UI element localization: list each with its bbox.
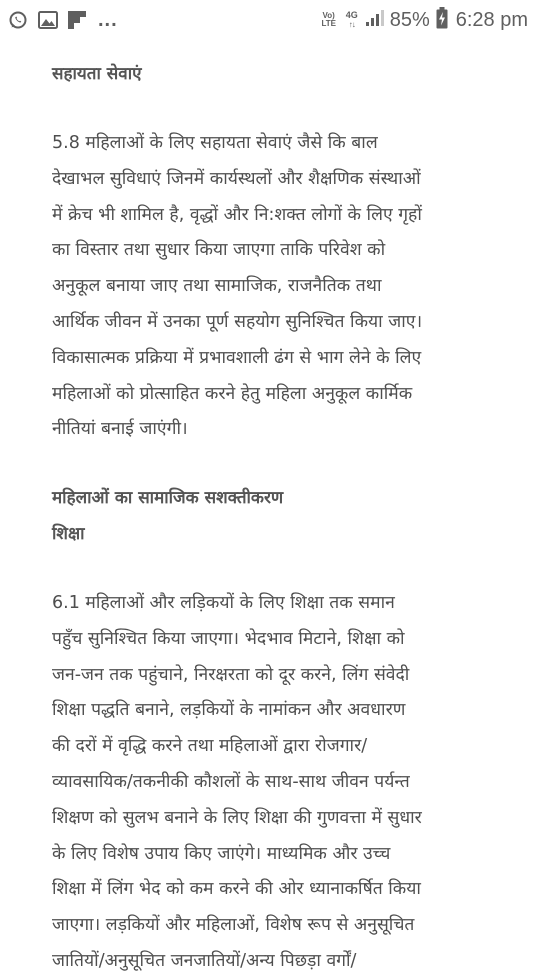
paragraph-line: जातियों/अनुसूचित जनजातियों/अन्य पिछड़ा वर्गों/ [52, 950, 357, 971]
paragraph-line: में क्रेच भी शामिल है, वृद्धों और नि:शक्त लोगों के लिए गृहों [52, 204, 422, 225]
battery-percent: 85% [389, 9, 430, 31]
paragraph-5-8 [52, 126, 492, 448]
battery-charging-icon [436, 7, 448, 34]
more-notifications-indicator: ... [98, 9, 118, 31]
paragraph-line: पहुँच सुनिश्चित किया जाएगा। भेदभाव मिटाने, शिक्षा को [52, 628, 405, 649]
paragraph-line: जाएगा। लड़कियों और महिलाओं, विशेष रूप से अनुसूचित [52, 915, 415, 936]
status-bar [0, 0, 540, 40]
volte-indicator: Vo) LTE [321, 11, 336, 28]
signal-strength-icon [366, 10, 384, 31]
whatsapp-icon [8, 10, 28, 30]
network-type-indicator: 4G ↑↓ [345, 10, 358, 29]
paragraph-line: नीतियां बनाई जाएंगी। [52, 419, 188, 440]
paragraph-line: शिक्षण को सुलभ बनाने के लिए शिक्षा की गुणवत्ता में सुधार [52, 807, 422, 828]
section-heading-support-services: सहायता सेवाएं [52, 64, 142, 84]
paragraph-line: जन-जन तक पहुंचाने, निरक्षरता को दूर करने, लिंग संवेदी [52, 664, 410, 685]
paragraph-6-1 [52, 586, 492, 980]
paragraph-line: 6.1 महिलाओं और लड़िकयों के लिए शिक्षा तक समान [52, 593, 395, 613]
paragraph-line: व्यावसायिक/तकनीकी कौशलों के साथ-साथ जीवन पर्यन्त [52, 771, 410, 792]
subsection-heading-education: शिक्षा [52, 524, 85, 544]
paragraph-line: महिलाओं को प्रोत्साहित करने हेतु महिला अनुकूल कार्मिक [52, 383, 413, 404]
paragraph-line: शिक्षा पद्धति बनाने, लड़कियों के नामांकन और अवधारण [52, 700, 406, 721]
paragraph-line: देखाभल सुविधाएं जिनमें कार्यस्थलों और शैक्षणिक संस्थाओं [52, 168, 421, 189]
paragraph-line: अनुकूल बनाया जाए तथा सामाजिक, राजनैतिक तथा [52, 276, 382, 297]
article-content [0, 40, 540, 971]
flipboard-icon [68, 11, 86, 29]
system-status [320, 7, 528, 33]
paragraph-line: का विस्तार तथा सुधार किया जाएगा ताकि परिवेश को [52, 240, 386, 261]
paragraph-line: की दरों में वृद्धि करने तथा महिलाओं द्वारा रोजगार/ [52, 736, 368, 757]
notification-icons [8, 8, 118, 32]
paragraph-line: 5.8 महिलाओं के लिए सहायता सेवाएं जैसे कि बाल [52, 133, 378, 153]
section-heading-social-empowerment: महिलाओं का सामाजिक सशक्तीकरण [52, 488, 284, 508]
paragraph-line: विकासात्मक प्रक्रिया में प्रभावशाली ढंग से भाग लेने के लिए [52, 347, 422, 368]
clock: 6:28 pm [455, 9, 528, 31]
paragraph-line: शिक्षा में लिंग भेद को कम करने की ओर ध्यानाकर्षित किया [52, 879, 421, 900]
gallery-icon [38, 11, 58, 29]
paragraph-line: के लिए विशेष उपाय किए जाएंगे। माध्यमिक और उच्च [52, 843, 391, 864]
paragraph-line: आर्थिक जीवन में उनका पूर्ण सहयोग सुनिश्चित किया जाए। [52, 311, 423, 332]
